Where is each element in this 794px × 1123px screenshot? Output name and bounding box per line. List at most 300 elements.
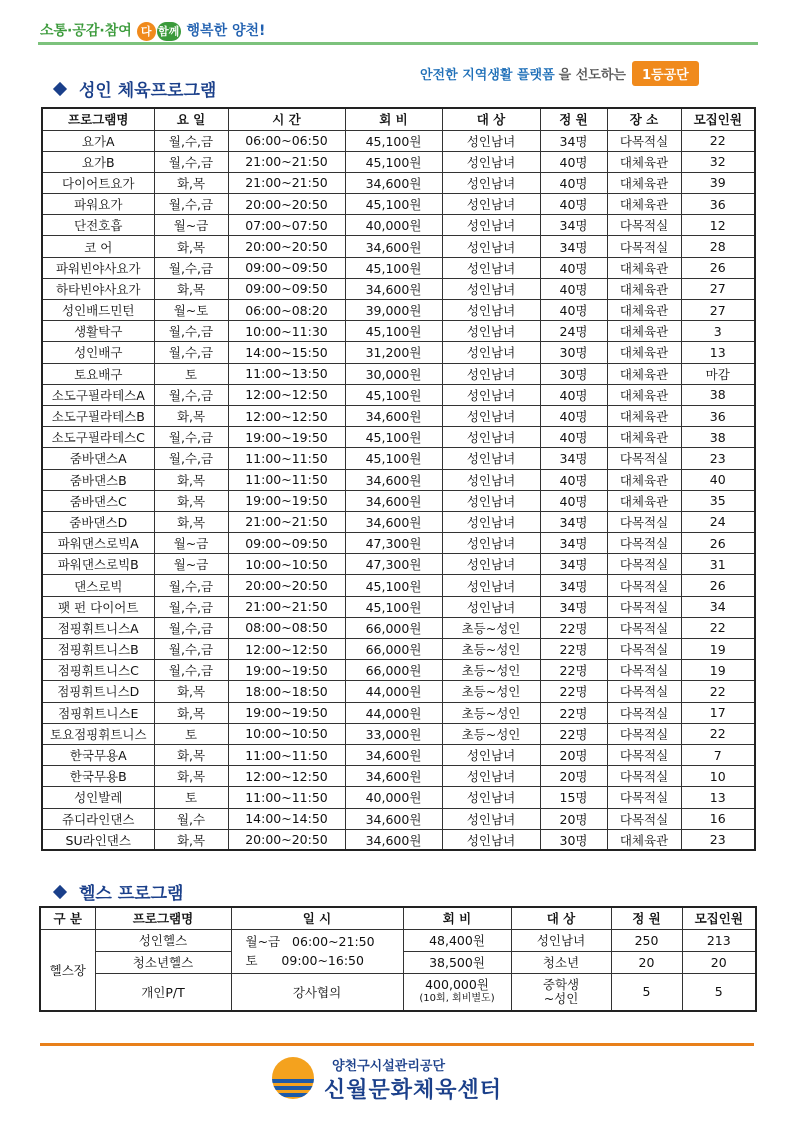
table-cell: 화,목 [154, 236, 228, 257]
table-cell: 5 [682, 973, 756, 1011]
table-cell: 대체육관 [607, 363, 681, 384]
table-cell: 성인남녀 [442, 744, 540, 765]
table-cell: 화,목 [154, 766, 228, 787]
table-cell: 토 [154, 723, 228, 744]
table-cell: 소도구필라테스B [42, 405, 154, 426]
table-cell: 성인남녀 [442, 533, 540, 554]
table-cell: 화,목 [154, 469, 228, 490]
top-banner [0, 0, 794, 50]
table-cell: 대체육관 [607, 829, 681, 850]
table-cell: 다목적실 [607, 617, 681, 638]
table-cell: 30명 [540, 829, 607, 850]
table-cell: 44,000원 [345, 702, 442, 723]
table-cell: 화,목 [154, 702, 228, 723]
table-cell: 31 [681, 554, 755, 575]
table-cell: 18:00~18:50 [228, 681, 345, 702]
promo-banner [420, 60, 699, 86]
health-category: 헬스장 [40, 929, 95, 1011]
table-cell: 월,수,금 [154, 617, 228, 638]
table-cell: 27 [681, 278, 755, 299]
table-cell: 34명 [540, 596, 607, 617]
table-cell: 22명 [540, 660, 607, 681]
adult-title-text: 성인 체육프로그램 [79, 81, 217, 101]
table-row [42, 639, 755, 660]
table-cell: 34명 [540, 448, 607, 469]
health-schedule [231, 929, 403, 973]
pt-target-1: 중학생 [542, 976, 580, 992]
column-header: 대 상 [442, 108, 540, 130]
table-cell: 대체육관 [607, 384, 681, 405]
table-cell: 22 [681, 723, 755, 744]
table-cell: 21:00~21:50 [228, 151, 345, 172]
table-cell: 월,수,금 [154, 257, 228, 278]
pt-target-cell [511, 973, 611, 1011]
table-row [42, 723, 755, 744]
table-row [42, 554, 755, 575]
table-row [42, 660, 755, 681]
table-cell: 45,100원 [345, 384, 442, 405]
table-cell: 20명 [540, 808, 607, 829]
column-header: 정 원 [611, 907, 682, 929]
slogan-text: 소통·공감·참여 [40, 23, 132, 39]
table-cell: 19:00~19:50 [228, 490, 345, 511]
table-cell: 대체육관 [607, 194, 681, 215]
table-cell: 성인남녀 [442, 766, 540, 787]
table-cell: 20:00~20:50 [228, 575, 345, 596]
table-cell: 11:00~11:50 [228, 448, 345, 469]
sun-wave-logo-icon [272, 1057, 314, 1099]
column-header: 대 상 [511, 907, 611, 929]
table-cell: 12:00~12:50 [228, 405, 345, 426]
table-row [42, 702, 755, 723]
table-cell: 성인남녀 [442, 321, 540, 342]
table-cell: 화,목 [154, 172, 228, 193]
table-cell: 15명 [540, 787, 607, 808]
table-cell: 31,200원 [345, 342, 442, 363]
health-program-table [39, 906, 757, 1012]
table-cell: 47,300원 [345, 554, 442, 575]
table-cell: 월,수,금 [154, 427, 228, 448]
table-cell: 34명 [540, 554, 607, 575]
column-header: 프로그램명 [95, 907, 231, 929]
table-cell: 45,100원 [345, 596, 442, 617]
table-cell: 점핑휘트니스C [42, 660, 154, 681]
table-cell: 22명 [540, 702, 607, 723]
table-cell: 34,600원 [345, 808, 442, 829]
table-cell: 화,목 [154, 511, 228, 532]
table-cell: 24명 [540, 321, 607, 342]
table-cell: 성인남녀 [442, 342, 540, 363]
table-cell: 09:00~09:50 [228, 278, 345, 299]
column-header: 프로그램명 [42, 108, 154, 130]
table-cell: 마감 [681, 363, 755, 384]
table-cell: 파워요가 [42, 194, 154, 215]
table-cell: 다목적실 [607, 215, 681, 236]
pt-target-2: ~성인 [543, 990, 579, 1006]
table-cell: 성인헬스 [95, 929, 231, 951]
table-cell: 화,목 [154, 829, 228, 850]
table-cell: 12:00~12:50 [228, 766, 345, 787]
table-cell: 34 [681, 596, 755, 617]
table-cell: 하타빈야사요가 [42, 278, 154, 299]
table-cell: 다목적실 [607, 639, 681, 660]
table-cell: 다목적실 [607, 681, 681, 702]
table-cell: 32 [681, 151, 755, 172]
column-header: 장 소 [607, 108, 681, 130]
table-cell: 성인남녀 [442, 384, 540, 405]
table-cell: 45,100원 [345, 130, 442, 151]
table-cell: 성인남녀 [442, 490, 540, 511]
table-cell: 39,000원 [345, 300, 442, 321]
table-row [42, 596, 755, 617]
table-cell: 14:00~14:50 [228, 808, 345, 829]
table-cell: 45,100원 [345, 257, 442, 278]
table-cell: 34,600원 [345, 511, 442, 532]
table-cell: 토 [154, 363, 228, 384]
table-cell: 44,000원 [345, 681, 442, 702]
table-cell: 개인P/T [95, 973, 231, 1011]
table-cell: 7 [681, 744, 755, 765]
table-cell: 줌바댄스C [42, 490, 154, 511]
table-cell: 19:00~19:50 [228, 702, 345, 723]
table-cell: SU라인댄스 [42, 829, 154, 850]
table-cell: 월~금 [154, 554, 228, 575]
table-cell: 초등~성인 [442, 723, 540, 744]
table-row [40, 929, 756, 951]
table-row [42, 829, 755, 850]
table-cell: 34,600원 [345, 766, 442, 787]
table-cell: 월,수,금 [154, 342, 228, 363]
table-cell: 청소년 [511, 951, 611, 973]
column-header: 모집인원 [681, 108, 755, 130]
table-cell: 23 [681, 829, 755, 850]
table-cell: 28 [681, 236, 755, 257]
table-cell: 대체육관 [607, 257, 681, 278]
table-cell: 08:00~08:50 [228, 617, 345, 638]
table-cell: 66,000원 [345, 639, 442, 660]
table-cell: 20명 [540, 766, 607, 787]
table-cell: 33,000원 [345, 723, 442, 744]
table-cell: 23 [681, 448, 755, 469]
table-row [42, 575, 755, 596]
table-cell: 21:00~21:50 [228, 596, 345, 617]
table-cell: 초등~성인 [442, 681, 540, 702]
table-cell: 다목적실 [607, 808, 681, 829]
table-cell: 09:00~09:50 [228, 533, 345, 554]
table-cell: 성인남녀 [442, 448, 540, 469]
table-cell: 다목적실 [607, 448, 681, 469]
table-row [42, 151, 755, 172]
table-cell: 5 [611, 973, 682, 1011]
table-cell: 21:00~21:50 [228, 172, 345, 193]
footer-logo [272, 1055, 532, 1107]
table-cell: 다목적실 [607, 130, 681, 151]
adult-section-title [55, 76, 216, 101]
table-cell: 화,목 [154, 405, 228, 426]
table-cell: 파워댄스로빅A [42, 533, 154, 554]
table-row [42, 405, 755, 426]
table-cell: 월,수,금 [154, 130, 228, 151]
table-cell: 24 [681, 511, 755, 532]
table-cell: 20:00~20:50 [228, 236, 345, 257]
table-cell: 성인남녀 [442, 511, 540, 532]
table-cell: 11:00~13:50 [228, 363, 345, 384]
table-cell: 40명 [540, 427, 607, 448]
table-cell: 월,수,금 [154, 194, 228, 215]
table-cell: 코 어 [42, 236, 154, 257]
table-cell: 11:00~11:50 [228, 787, 345, 808]
table-cell: 성인남녀 [442, 194, 540, 215]
promo-rank-badge: 1등공단 [632, 61, 699, 86]
header-divider [38, 42, 758, 45]
table-cell: 월~토 [154, 300, 228, 321]
table-row [42, 172, 755, 193]
table-cell: 34명 [540, 130, 607, 151]
table-cell: 34명 [540, 533, 607, 554]
table-cell: 34,600원 [345, 469, 442, 490]
table-row [42, 236, 755, 257]
table-cell: 월,수,금 [154, 321, 228, 342]
table-cell: 40명 [540, 490, 607, 511]
table-cell: 강사협의 [231, 973, 403, 1011]
table-cell: 34,600원 [345, 829, 442, 850]
table-cell: 초등~성인 [442, 639, 540, 660]
table-cell: 09:00~09:50 [228, 257, 345, 278]
table-cell: 66,000원 [345, 660, 442, 681]
table-cell: 다목적실 [607, 744, 681, 765]
table-cell: 다목적실 [607, 511, 681, 532]
table-cell: 대체육관 [607, 490, 681, 511]
table-cell: 팻 펀 다이어트 [42, 596, 154, 617]
table-cell: 소도구필라테스C [42, 427, 154, 448]
table-cell: 34명 [540, 215, 607, 236]
table-cell: 다목적실 [607, 660, 681, 681]
column-header: 회 비 [403, 907, 511, 929]
table-cell: 213 [682, 929, 756, 951]
table-cell: 토요배구 [42, 363, 154, 384]
table-cell: 요가A [42, 130, 154, 151]
table-cell: 12 [681, 215, 755, 236]
table-cell: 한국무용A [42, 744, 154, 765]
table-cell: 다목적실 [607, 596, 681, 617]
table-row [42, 469, 755, 490]
table-cell: 10:00~10:50 [228, 554, 345, 575]
column-header: 모집인원 [682, 907, 756, 929]
table-cell: 40명 [540, 194, 607, 215]
table-cell: 성인남녀 [442, 363, 540, 384]
table-cell: 성인배드민턴 [42, 300, 154, 321]
table-row [42, 490, 755, 511]
table-cell: 34,600원 [345, 172, 442, 193]
table-cell: 36 [681, 405, 755, 426]
table-cell: 다목적실 [607, 766, 681, 787]
slogan-bubble-2: 함께 [157, 22, 181, 41]
table-cell: 대체육관 [607, 405, 681, 426]
table-cell: 250 [611, 929, 682, 951]
table-cell: 성인남녀 [442, 172, 540, 193]
table-cell: 11:00~11:50 [228, 744, 345, 765]
table-cell: 대체육관 [607, 300, 681, 321]
table-cell: 화,목 [154, 744, 228, 765]
table-row [42, 787, 755, 808]
table-row [42, 448, 755, 469]
slogan-happy-text: 행복한 양천! [186, 23, 266, 39]
table-cell: 40명 [540, 300, 607, 321]
schedule-line-2: 토 09:00~16:50 [245, 953, 364, 968]
table-row [42, 215, 755, 236]
table-cell: 40명 [540, 278, 607, 299]
table-cell: 22 [681, 681, 755, 702]
table-cell: 22명 [540, 617, 607, 638]
column-header: 요 일 [154, 108, 228, 130]
table-cell: 13 [681, 342, 755, 363]
table-cell: 줌바댄스A [42, 448, 154, 469]
table-cell: 댄스로빅 [42, 575, 154, 596]
table-cell: 12:00~12:50 [228, 384, 345, 405]
table-cell: 월,수 [154, 808, 228, 829]
table-cell: 다목적실 [607, 533, 681, 554]
table-cell: 대체육관 [607, 172, 681, 193]
table-cell: 38 [681, 384, 755, 405]
table-cell: 월~금 [154, 533, 228, 554]
promo-highlight: 안전한 지역생활 플랫폼 [420, 67, 555, 83]
table-cell: 월,수,금 [154, 384, 228, 405]
table-cell: 성인남녀 [442, 151, 540, 172]
table-cell: 34,600원 [345, 278, 442, 299]
table-cell: 06:00~08:20 [228, 300, 345, 321]
table-row [42, 342, 755, 363]
table-cell: 토 [154, 787, 228, 808]
table-cell: 성인배구 [42, 342, 154, 363]
diamond-bullet-icon [53, 81, 67, 95]
table-cell: 40 [681, 469, 755, 490]
adult-table-header [42, 108, 755, 130]
table-cell: 21:00~21:50 [228, 511, 345, 532]
table-cell: 26 [681, 533, 755, 554]
table-cell: 화,목 [154, 278, 228, 299]
table-cell: 다목적실 [607, 723, 681, 744]
table-cell: 22명 [540, 723, 607, 744]
table-cell: 대체육관 [607, 151, 681, 172]
table-cell: 성인남녀 [442, 130, 540, 151]
health-section-title [55, 879, 183, 904]
table-cell: 20명 [540, 744, 607, 765]
table-cell: 10 [681, 766, 755, 787]
table-cell: 월,수,금 [154, 596, 228, 617]
adult-program-table [41, 107, 756, 851]
table-cell: 월,수,금 [154, 575, 228, 596]
table-cell: 20 [611, 951, 682, 973]
table-cell: 성인남녀 [442, 596, 540, 617]
promo-text: 을 선도하는 [558, 67, 626, 83]
table-cell: 48,400원 [403, 929, 511, 951]
table-cell: 30,000원 [345, 363, 442, 384]
table-cell: 성인남녀 [442, 469, 540, 490]
schedule-line-1: 월~금 06:00~21:50 [245, 934, 375, 949]
table-cell: 13 [681, 787, 755, 808]
table-cell: 06:00~06:50 [228, 130, 345, 151]
table-cell: 성인남녀 [442, 829, 540, 850]
table-cell: 점핑휘트니스B [42, 639, 154, 660]
table-row [42, 744, 755, 765]
table-cell: 대체육관 [607, 321, 681, 342]
table-cell: 20 [682, 951, 756, 973]
slogan [40, 20, 265, 41]
table-cell: 47,300원 [345, 533, 442, 554]
table-cell: 요가B [42, 151, 154, 172]
table-cell: 청소년헬스 [95, 951, 231, 973]
table-cell: 36 [681, 194, 755, 215]
table-cell: 초등~성인 [442, 617, 540, 638]
table-row [42, 363, 755, 384]
table-cell: 점핑휘트니스E [42, 702, 154, 723]
table-cell: 45,100원 [345, 194, 442, 215]
table-cell: 성인남녀 [442, 257, 540, 278]
table-cell: 19 [681, 660, 755, 681]
table-cell: 12:00~12:50 [228, 639, 345, 660]
table-cell: 줌바댄스B [42, 469, 154, 490]
table-cell: 10:00~11:30 [228, 321, 345, 342]
table-cell: 40,000원 [345, 787, 442, 808]
table-row [42, 766, 755, 787]
table-cell: 화,목 [154, 490, 228, 511]
table-cell: 성인남녀 [442, 554, 540, 575]
table-cell: 줌바댄스D [42, 511, 154, 532]
table-cell: 소도구필라테스A [42, 384, 154, 405]
table-cell: 성인남녀 [442, 405, 540, 426]
center-name: 신월문화체육센터 [324, 1078, 503, 1103]
table-row [40, 973, 756, 1011]
table-cell: 성인남녀 [442, 808, 540, 829]
table-cell: 쥬디라인댄스 [42, 808, 154, 829]
table-cell: 월,수,금 [154, 660, 228, 681]
table-row [42, 617, 755, 638]
table-cell: 45,100원 [345, 151, 442, 172]
table-cell: 39 [681, 172, 755, 193]
table-cell: 14:00~15:50 [228, 342, 345, 363]
table-cell: 성인남녀 [442, 215, 540, 236]
table-cell: 19 [681, 639, 755, 660]
table-cell: 단전호흡 [42, 215, 154, 236]
table-cell: 다목적실 [607, 787, 681, 808]
table-cell: 27 [681, 300, 755, 321]
table-cell: 파워빈야사요가 [42, 257, 154, 278]
table-row [42, 681, 755, 702]
table-cell: 초등~성인 [442, 702, 540, 723]
table-cell: 40명 [540, 257, 607, 278]
slogan-bubble-1: 다 [137, 22, 156, 41]
table-cell: 20:00~20:50 [228, 829, 345, 850]
table-row [42, 130, 755, 151]
table-row [42, 257, 755, 278]
table-row [42, 300, 755, 321]
table-cell: 성인남녀 [442, 236, 540, 257]
table-cell: 성인남녀 [442, 575, 540, 596]
table-row [42, 533, 755, 554]
table-row [42, 511, 755, 532]
table-cell: 성인남녀 [442, 787, 540, 808]
pt-fee-note: (10회, 회비별도) [419, 992, 495, 1004]
table-cell: 22 [681, 130, 755, 151]
table-cell: 26 [681, 257, 755, 278]
table-cell: 생활탁구 [42, 321, 154, 342]
table-row [42, 808, 755, 829]
table-row [42, 384, 755, 405]
table-cell: 화,목 [154, 681, 228, 702]
table-cell: 점핑휘트니스D [42, 681, 154, 702]
table-cell: 대체육관 [607, 469, 681, 490]
table-row [42, 427, 755, 448]
